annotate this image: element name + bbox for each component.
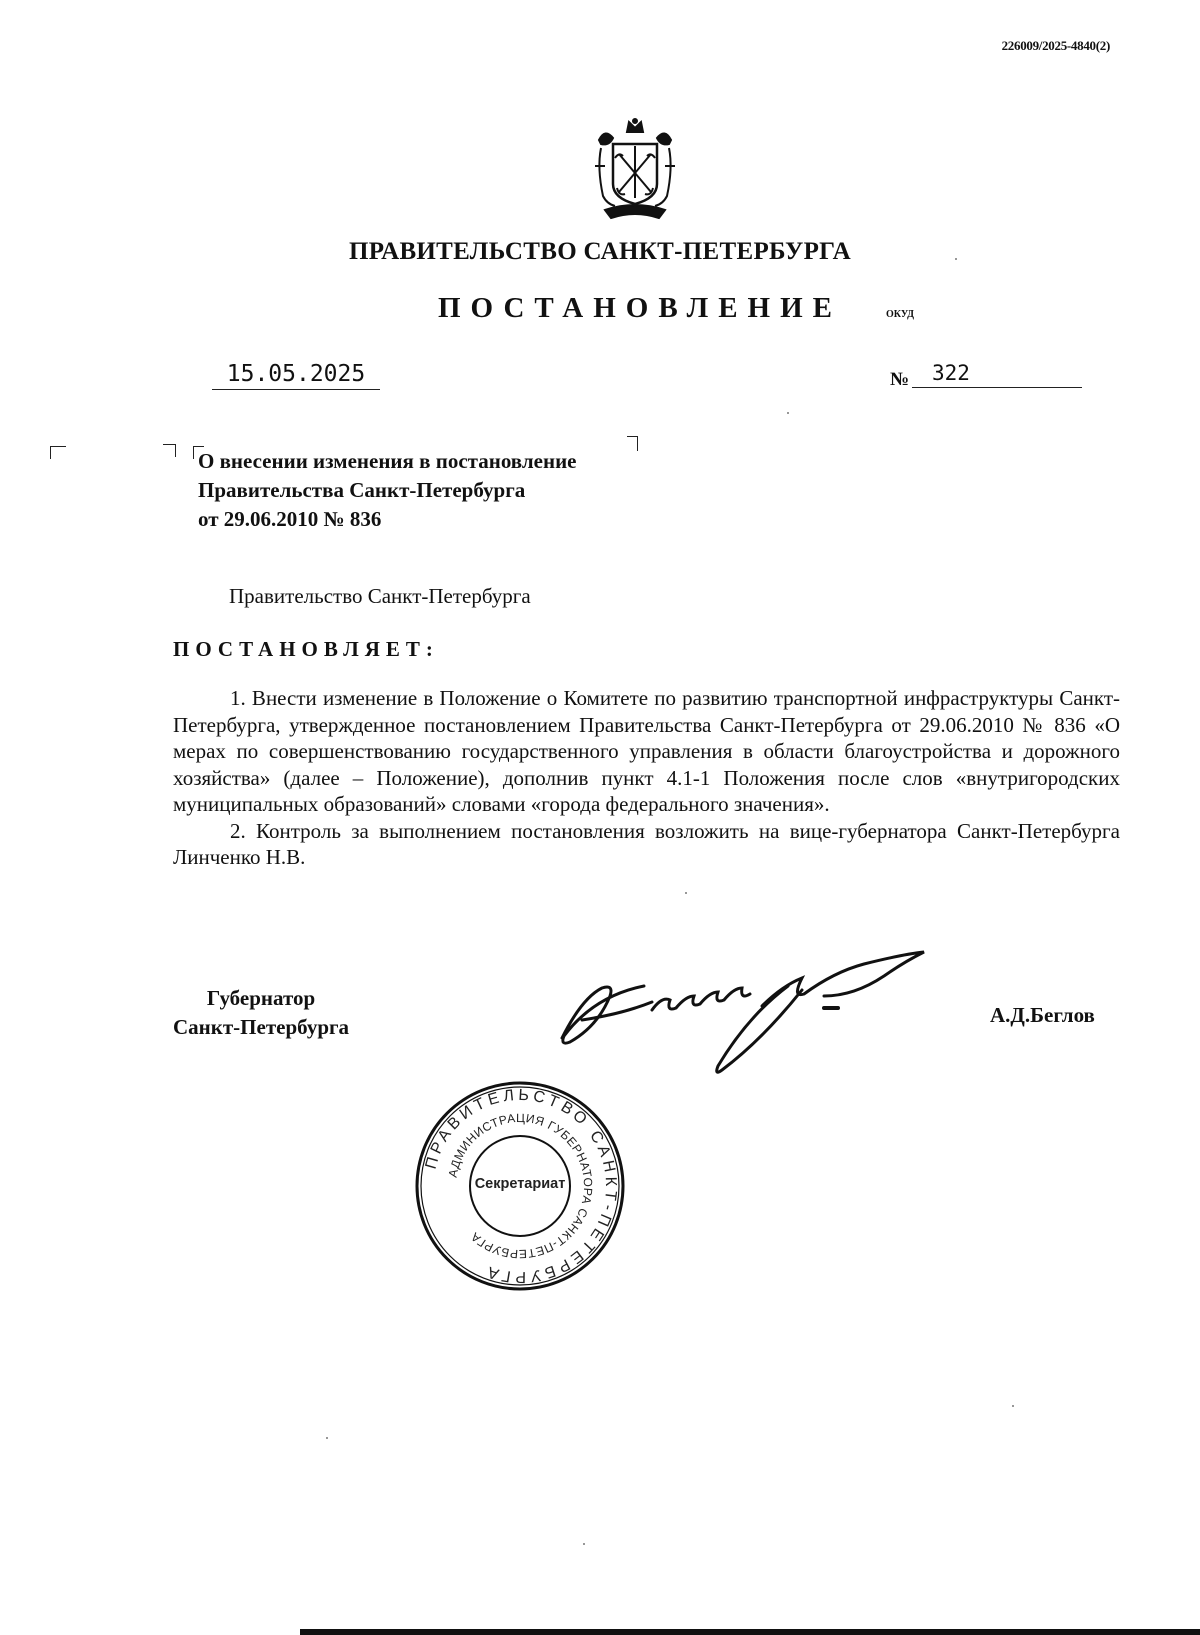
corner-mark (163, 444, 176, 457)
document-date: 15.05.2025 (212, 361, 380, 390)
scan-speck (326, 1437, 328, 1439)
number-sign: № (890, 369, 910, 390)
subject-line-1: О внесении изменения в постановление (198, 449, 577, 473)
secretariat-stamp (414, 1080, 626, 1292)
registration-number: 226009/2025-4840(2) (1001, 38, 1110, 53)
handwritten-signature (552, 950, 952, 1080)
stamp-outer-text: ПРАВИТЕЛЬСТВО САНКТ-ПЕТЕРБУРГА (422, 1086, 620, 1286)
corner-mark (50, 446, 66, 459)
authority-title: ПРАВИТЕЛЬСТВО САНКТ-ПЕТЕРБУРГА (348, 238, 852, 265)
okud-label: ОКУД (886, 309, 915, 320)
stamp-inner-text: АДМИНИСТРАЦИЯ ГУБЕРНАТОРА САНКТ-ПЕТЕРБУРГА (445, 1110, 596, 1262)
signer-name: А.Д.Беглов (990, 1003, 1095, 1027)
paragraph-1: 1. Внести изменение в Положение о Комитете по развитию транспортной инфраструктуры Санкт-Петербурга, утвержденное постановлением Правительства Санкт-Петербурга от 29.06.2010 № 836 «О мерах по совершенствованию государственного управления в области благоустройства и дорожного хозяйства» (далее – Положение), дополнив пункт 4.1-1 Положения после слов «внутригородских муниципальных образований» словами «города федерального значения». (173, 686, 1120, 816)
document-subject (198, 447, 577, 534)
saint-petersburg-coat-of-arms-icon (583, 118, 687, 222)
decree-word: ПОСТАНОВЛЯЕТ: (173, 637, 439, 661)
scan-speck (583, 1543, 585, 1545)
scan-speck (685, 892, 687, 894)
subject-line-3: от 29.06.2010 № 836 (198, 507, 382, 531)
subject-line-2: Правительства Санкт-Петербурга (198, 478, 526, 502)
document-type: ПОСТАНОВЛЕНИЕ (438, 292, 843, 324)
document-number: 322 (912, 361, 1082, 388)
preamble: Правительство Санкт-Петербурга (229, 584, 531, 608)
signer-title-line-2: Санкт-Петербурга (173, 1015, 350, 1039)
scan-speck (955, 258, 957, 260)
paragraph-2: 2. Контроль за выполнением постановления возложить на вице-губернатора Санкт-Петербурга Линченко Н.В. (173, 818, 1120, 869)
signer-title-line-1: Губернатор (206, 986, 316, 1010)
scan-speck (787, 412, 789, 414)
stamp-center-text: Секретариат (474, 1176, 566, 1192)
scan-bottom-edge (300, 1629, 1200, 1635)
signer-title (173, 984, 349, 1042)
scan-speck (1012, 1405, 1014, 1407)
corner-mark (627, 436, 638, 451)
document-body (173, 685, 1120, 871)
